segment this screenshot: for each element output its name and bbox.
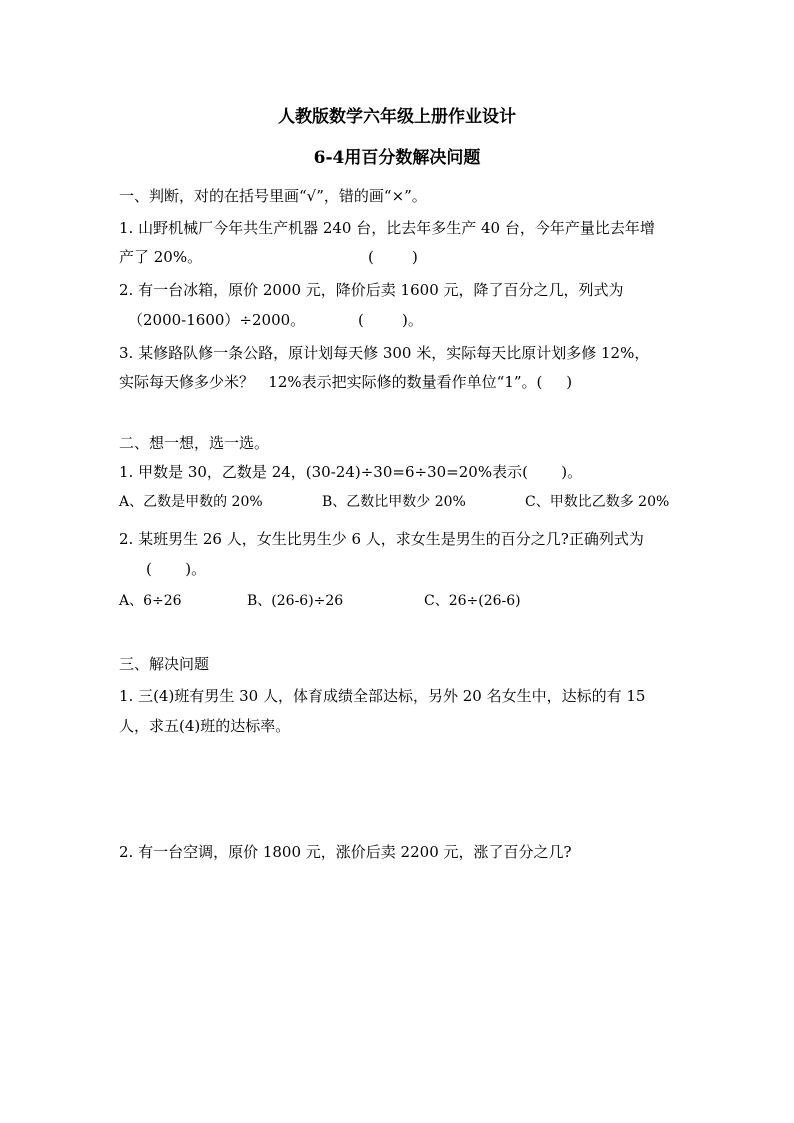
s2-q2-option-a: A、6÷26 (119, 593, 182, 609)
s2-q1-line1: 1. 甲数是 30，乙数是 24，(30-24)÷30=6÷30=20%表示( )。 (119, 463, 583, 481)
s1-q2-line2: （2000-1600）÷2000。 (128, 311, 306, 329)
s2-q2-option-c: C、26÷(26-6) (424, 593, 521, 609)
s3-q1-line2: 人，求五(4)班的达标率。 (119, 717, 291, 735)
s1-q1-line2: 产了 20%。 (119, 248, 203, 266)
s2-q2-line1: 2. 某班男生 26 人，女生比男生少 6 人，求女生是男生的百分之几?正确列式为 (119, 530, 644, 548)
section2-heading: 二、想一想，选一选。 (119, 434, 270, 452)
s1-q3-line2: 实际每天修多少米？ 12%表示把实际修的数量看作单位“1”。( ) (119, 373, 573, 391)
s1-q2-line1: 2. 有一台冰箱，原价 2000 元，降价后卖 1600 元，降了百分之几，列式为 (119, 281, 624, 299)
s1-q1-answer-paren: ( ) (368, 248, 418, 266)
page-subtitle: 6-4用百分数解决问题 (313, 148, 481, 168)
s1-q1-line1: 1. 山野机械厂今年共生产机器 240 台，比去年多生产 40 台，今年产量比去年增 (119, 219, 655, 237)
s2-q2-line2: ( )。 (146, 560, 207, 578)
s2-q1-option-b: B、乙数比甲数少 20% (322, 494, 466, 510)
section1-heading: 一、判断，对的在括号里画“√”，错的画“×”。 (119, 187, 427, 205)
s1-q3-line1: 3. 某修路队修一条公路，原计划每天修 300 米，实际每天比原计划多修 12%， (119, 344, 650, 362)
s3-q2-line1: 2. 有一台空调，原价 1800 元，涨价后卖 2200 元，涨了百分之几? (119, 843, 572, 861)
s2-q1-option-a: A、乙数是甲数的 20% (119, 494, 263, 510)
s2-q2-option-b: B、(26-6)÷26 (247, 593, 344, 609)
page-title: 人教版数学六年级上册作业设计 (278, 107, 516, 127)
s1-q2-answer-paren: ( )。 (358, 311, 423, 329)
s2-q1-option-c: C、甲数比乙数多 20% (525, 494, 670, 510)
s3-q1-line1: 1. 三(4)班有男生 30 人，体育成绩全部达标，另外 20 名女生中，达标的有 15 (119, 687, 646, 705)
section3-heading: 三、解决问题 (119, 655, 210, 673)
